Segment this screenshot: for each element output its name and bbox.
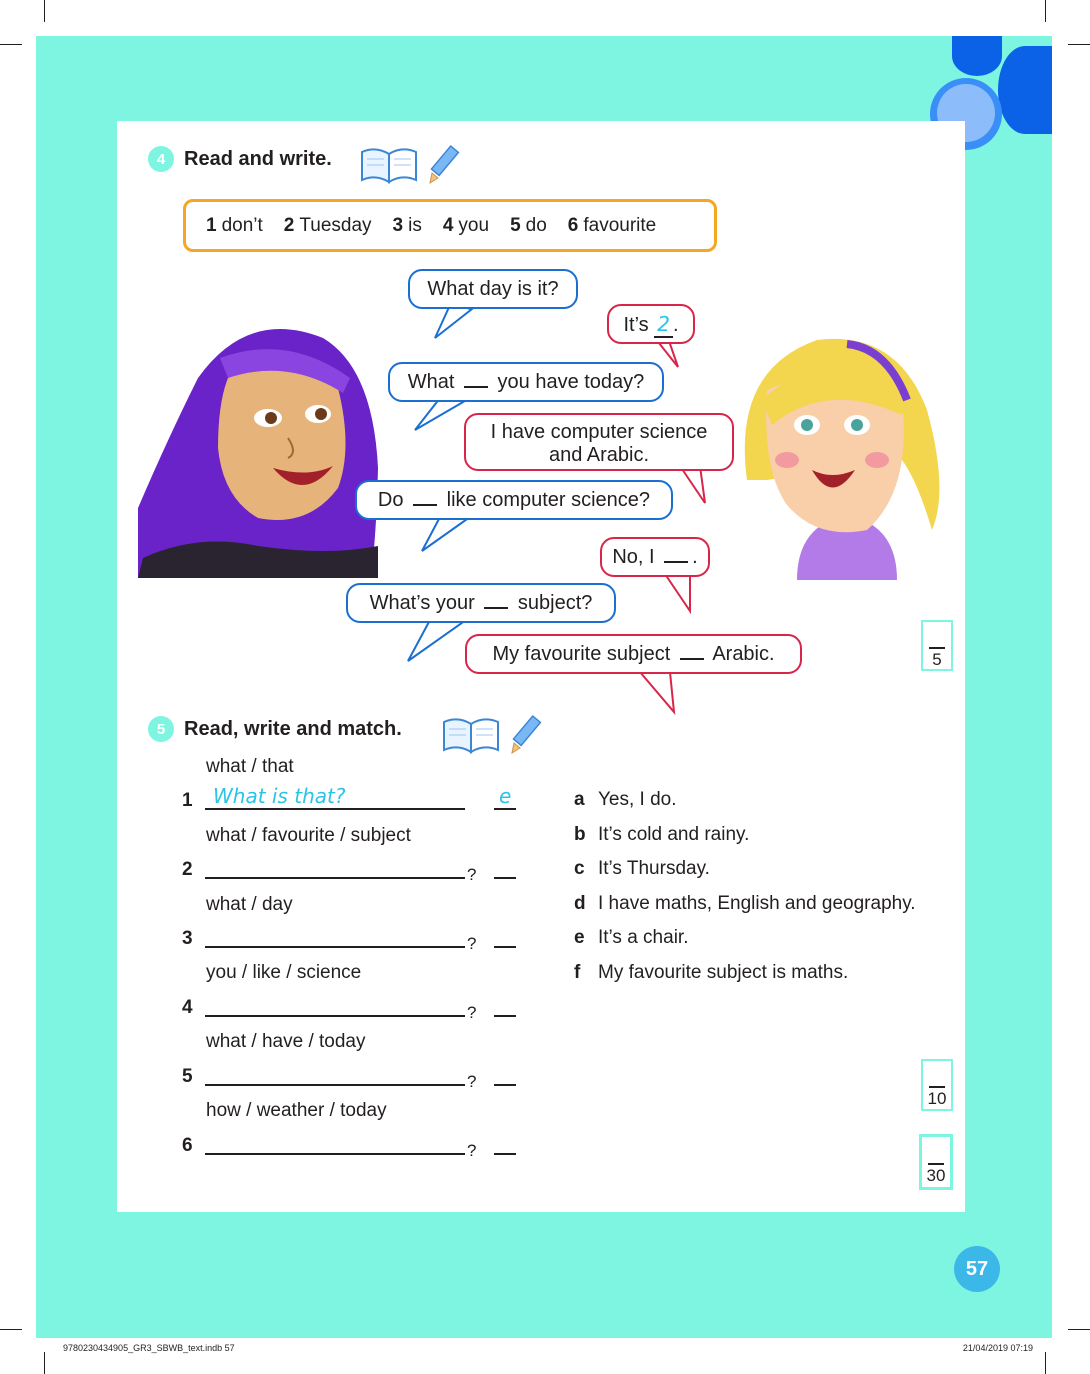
bubble-text: No, I <box>612 546 655 568</box>
answer-blank[interactable] <box>664 547 688 563</box>
word-option: 3 is <box>392 214 422 236</box>
exercise-5-heading <box>148 716 402 742</box>
print-slug-left: 9780230434905_GR3_SBWB_text.indb 57 <box>63 1343 235 1353</box>
pencil-icon <box>506 713 550 757</box>
bubble-text: . <box>692 546 698 568</box>
match-blank[interactable] <box>494 1060 516 1086</box>
match-blank[interactable] <box>494 1129 516 1155</box>
bubble-text: What’s your <box>369 592 475 614</box>
match-blank[interactable] <box>494 922 516 948</box>
question-number: 3 <box>182 928 193 949</box>
question-mark: ? <box>467 865 477 884</box>
question-number: 5 <box>182 1066 193 1087</box>
question-mark: ? <box>467 1072 477 1091</box>
match-blank[interactable] <box>494 991 516 1017</box>
match-blank[interactable] <box>494 784 516 810</box>
question-prompt: how / weather / today <box>206 1100 387 1121</box>
filled-answer: What is that? <box>213 784 346 808</box>
word-option: 5 do <box>510 214 547 236</box>
bubble-text: . <box>672 314 679 336</box>
question-prompt: what / have / today <box>206 1031 366 1052</box>
answer-blank[interactable] <box>680 644 704 660</box>
score-box-page-total <box>919 1134 953 1190</box>
speech-bubble <box>465 634 802 674</box>
answer-option: d I have maths, English and geography. <box>574 893 916 914</box>
page-number: 57 <box>965 1257 989 1280</box>
speech-bubble <box>355 480 673 520</box>
score-total: 5 <box>932 650 942 669</box>
exercise-number-badge: 5 <box>148 716 174 742</box>
bubble-text: you have today? <box>497 371 645 393</box>
question-mark: ? <box>467 1003 477 1022</box>
answer-line[interactable] <box>205 1129 465 1155</box>
answer-line[interactable] <box>205 922 465 948</box>
word-option: 4 you <box>442 214 490 236</box>
question-mark: ? <box>467 934 477 953</box>
book-icon <box>440 712 502 754</box>
bubble-text: My favourite subject <box>492 643 671 665</box>
bubble-text: What day is it? <box>427 278 559 300</box>
question-prompt: what / day <box>206 894 293 915</box>
speech-bubble <box>607 304 695 344</box>
answer-option: f My favourite subject is maths. <box>574 962 849 983</box>
question-mark: ? <box>467 1141 477 1160</box>
bubble-text: It’s <box>623 314 649 336</box>
answer-line[interactable] <box>205 784 465 810</box>
score-total: 10 <box>927 1089 947 1108</box>
answer-blank[interactable] <box>464 372 488 388</box>
filled-match: e <box>499 784 512 808</box>
print-slug-right: 21/04/2019 07:19 <box>962 1343 1033 1353</box>
bubble-text: Arabic. <box>712 643 775 665</box>
question-prompt: what / favourite / subject <box>206 825 411 846</box>
answer-line[interactable] <box>205 991 465 1017</box>
answer-option: e It’s a chair. <box>574 927 689 948</box>
question-number: 2 <box>182 859 193 880</box>
score-total: 30 <box>926 1166 946 1185</box>
answer-line[interactable] <box>205 853 465 879</box>
answer-line[interactable] <box>205 1060 465 1086</box>
match-blank[interactable] <box>494 853 516 879</box>
filled-answer: 2 <box>654 312 673 338</box>
bubble-text: like computer science? <box>446 489 651 511</box>
answer-blank[interactable] <box>484 593 508 609</box>
score-box-ex5 <box>921 1059 953 1111</box>
speech-bubble <box>346 583 616 623</box>
word-option: 6 favourite <box>567 214 657 236</box>
bubble-text: Do <box>377 489 404 511</box>
bubble-text: What <box>407 371 455 393</box>
speech-bubble <box>408 269 578 309</box>
exercise-number-badge: 4 <box>148 146 174 172</box>
bubble-text: and Arabic. <box>548 444 650 466</box>
speech-bubble <box>388 362 664 402</box>
question-number: 1 <box>182 790 193 811</box>
word-option: 1 don’t <box>206 214 263 236</box>
answer-option: a Yes, I do. <box>574 789 677 810</box>
speech-bubble <box>464 413 734 471</box>
question-number: 6 <box>182 1135 193 1156</box>
bubble-text: subject? <box>517 592 593 614</box>
exercise-title: Read and write. <box>184 147 332 170</box>
bubble-text: I have computer science <box>490 421 708 443</box>
answer-blank[interactable] <box>413 490 437 506</box>
question-prompt: what / that <box>206 756 294 777</box>
speech-bubble <box>600 537 710 577</box>
answer-option: c It’s Thursday. <box>574 858 710 879</box>
question-prompt: you / like / science <box>206 962 362 983</box>
score-box-ex4 <box>921 620 953 671</box>
exercise-title: Read, write and match. <box>184 717 402 740</box>
word-option: 2 Tuesday <box>283 214 372 236</box>
answer-option: b It’s cold and rainy. <box>574 824 750 845</box>
question-number: 4 <box>182 997 193 1018</box>
page-number-badge <box>954 1246 1000 1292</box>
